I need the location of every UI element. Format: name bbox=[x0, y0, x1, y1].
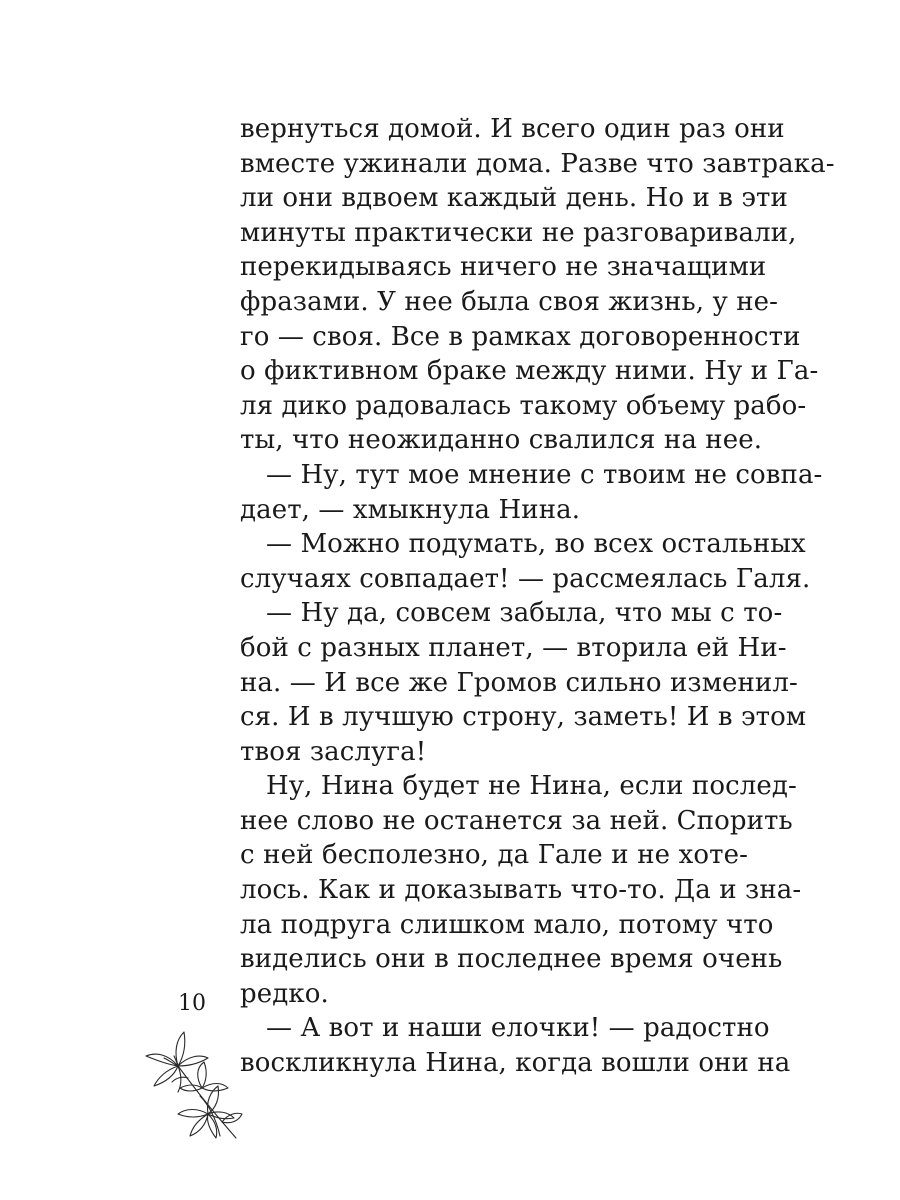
text-line: воскликнула Нина, когда вошли они на bbox=[240, 1048, 791, 1079]
text-line: бой с разных планет, — вторила ей Ни- bbox=[240, 632, 787, 663]
text-line: виделись они в последнее время очень bbox=[240, 944, 783, 975]
text-line: лось. Как и доказывать что-то. Да и зна- bbox=[240, 875, 802, 906]
text-line: ли они вдвоем каждый день. Но и в эти bbox=[240, 183, 788, 214]
text-line: минуты практически не разговаривали, bbox=[240, 217, 797, 248]
text-line: — Ну да, совсем забыла, что мы с то- bbox=[266, 598, 783, 629]
text-line: — Можно подумать, во всех остальных bbox=[266, 529, 806, 560]
text-line: перекидываясь ничего не значащими bbox=[240, 252, 767, 283]
text-line: на. — И все же Громов сильно изменил- bbox=[240, 667, 798, 698]
text-line: редко. bbox=[240, 978, 329, 1009]
text-line: — Ну, тут мое мнение с твоим не совпа- bbox=[266, 459, 823, 490]
text-line: вместе ужинали дома. Разве что завтрака- bbox=[240, 148, 835, 179]
text-line: ты, что неожиданно свалился на нее. bbox=[240, 425, 763, 456]
text-line: го — своя. Все в рамках договоренности bbox=[240, 321, 801, 352]
text-line: твоя заслуга! bbox=[240, 736, 427, 767]
text-line: с ней бесполезно, да Гале и не хоте- bbox=[240, 840, 748, 871]
text-line: случаях совпадает! — рассмеялась Галя. bbox=[240, 563, 811, 594]
page-number: 10 bbox=[178, 991, 206, 1016]
text-line: ля дико радовалась такому объему рабо- bbox=[240, 390, 807, 421]
flower-ornament-icon bbox=[138, 1026, 248, 1146]
text-line: о фиктивном браке между ними. Ну и Га- bbox=[240, 356, 819, 387]
text-line: нее слово не останется за ней. Спорить bbox=[240, 805, 793, 836]
text-line: вернуться домой. И всего один раз они bbox=[240, 114, 785, 144]
text-line: дает, — хмыкнула Нина. bbox=[240, 494, 581, 525]
text-line: фразами. У нее была своя жизнь, у не- bbox=[240, 286, 779, 317]
text-line: ся. И в лучшую строну, заметь! И в этом bbox=[240, 702, 807, 733]
page-text bbox=[240, 112, 835, 1081]
text-line: ла подруга слишком мало, потому что bbox=[240, 909, 774, 940]
text-line: Ну, Нина будет не Нина, если послед- bbox=[266, 771, 797, 802]
text-line: — А вот и наши елочки! — радостно bbox=[266, 1013, 770, 1044]
